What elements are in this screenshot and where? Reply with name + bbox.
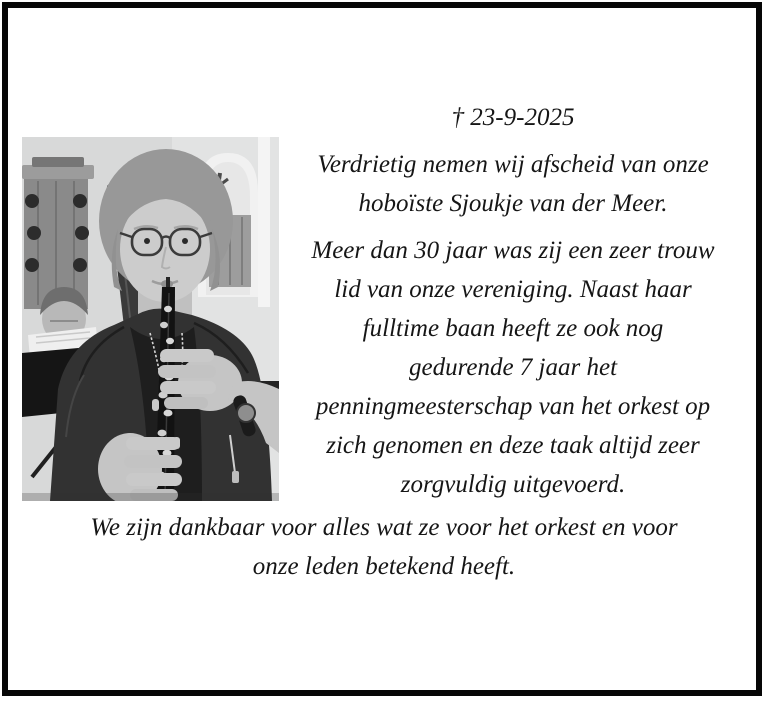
announcement-text-column xyxy=(283,98,743,504)
memorial-photo xyxy=(22,137,279,501)
closing-line: onze leden betekend heeft. xyxy=(252,553,516,580)
body-line: zich genomen en deze taak altijd zeer xyxy=(326,432,700,459)
body-line: zorgvuldig uitgevoerd. xyxy=(400,471,626,498)
intro-line: hoboïste Sjoukje van der Meer. xyxy=(358,190,668,217)
intro-line: Verdrietig nemen wij afscheid van onze xyxy=(317,151,709,178)
body-line: Meer dan 30 jaar was zij een zeer trouw xyxy=(311,237,715,264)
death-date: † 23-9-2025 xyxy=(451,104,575,131)
closing-line: We zijn dankbaar voor alles wat ze voor het orkest en voor xyxy=(90,514,678,541)
body-line: fulltime baan heeft ze ook nog xyxy=(362,315,664,342)
body-line: penningmeesterschap van het orkest op xyxy=(315,393,711,420)
closing-text xyxy=(20,508,748,586)
body-line: lid van onze vereniging. Naast haar xyxy=(334,276,692,303)
oboist-photo-illustration xyxy=(22,137,279,501)
body-line: gedurende 7 jaar het xyxy=(408,354,618,381)
